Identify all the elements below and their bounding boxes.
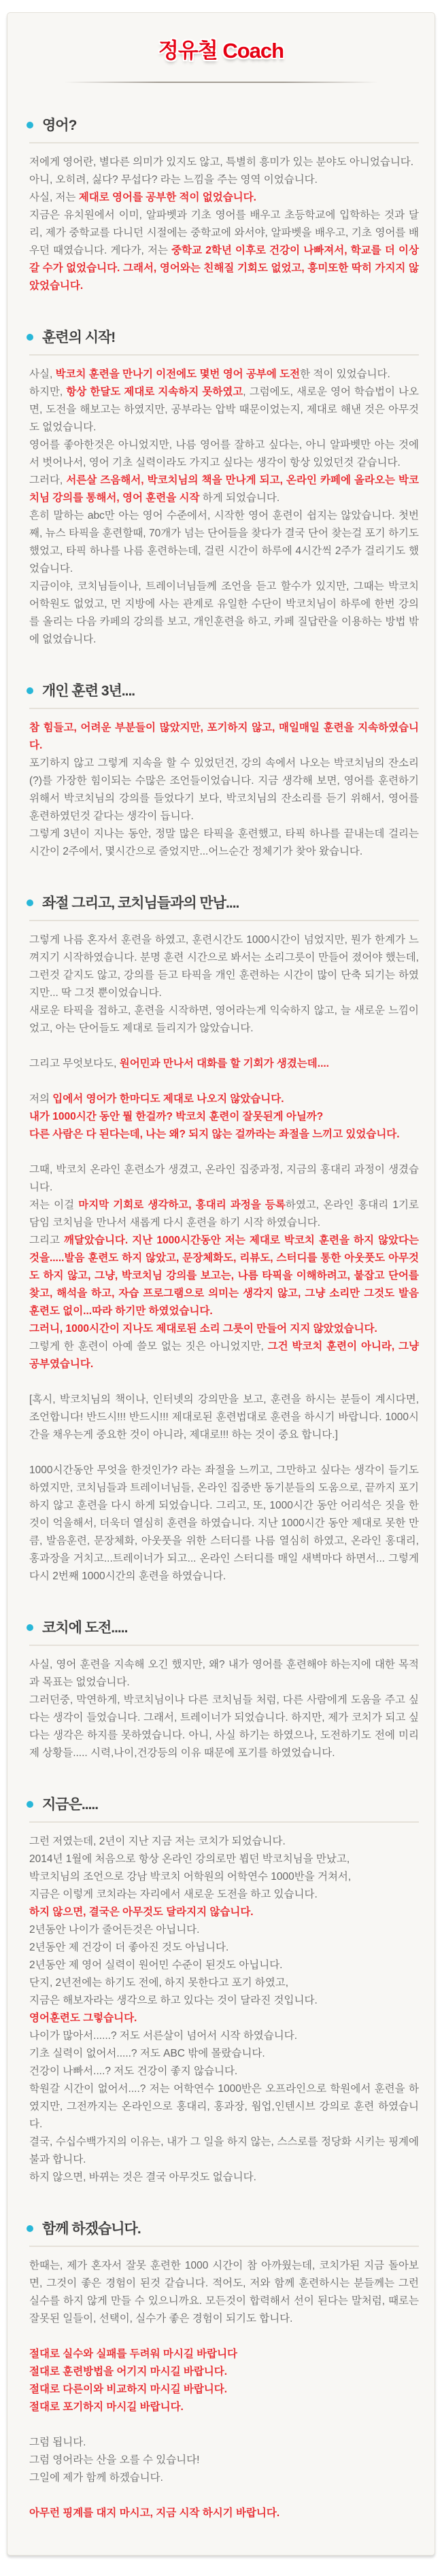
bullet-icon: [27, 1801, 33, 1808]
body-text: 나이가 많아서......? 저도 서른살이 넘어서 시작 하였습니다.: [29, 2030, 298, 2042]
paragraph-spacer: [29, 2487, 419, 2505]
coach-profile-card: [7, 12, 435, 2556]
content-section-3: [23, 680, 419, 861]
body-text: 지금은 이렇게 코치라는 자리에서 새로운 도전을 하고 있습니다.: [29, 1889, 318, 1900]
paragraph: [29, 366, 419, 383]
paragraph: [29, 825, 419, 861]
body-text: 1000시간동안 무엇을 한것인가? 라는 좌절을 느끼고, 그만하고 싶다는 생각이 들기도 하였지만, 코치님들과 트레이너님들, 온라인 집중반 동기분들의 도움으로, 끝까지 포기하지 않고 훈련을 다시 하게 되었습니다. 그리고, 또, 1000시간 동안 어리석은 짓을 한것이 억울해서, 더욱더 열심히 훈련을 하였습니다. 지난 1000시간 동안 제대로 못한 만큼, 발음훈련, 문장체화, 아웃풋을 위한 스터디를 나름 열심히 하였고, 온라인 홍대리, 홍과장을 거치고...트레이너가 되고... 온라인 스터디를 매일 새벽마다 하면서... 그렇게 다시 2번째 1000시간의 훈련을 하였습니다.: [29, 1464, 419, 1582]
paragraph-spacer: [29, 2416, 419, 2434]
paragraph: [29, 1957, 419, 1974]
content-section-2: [23, 326, 419, 649]
highlight-text: 절대로 훈련방법을 어기지 마시길 바랍니다.: [29, 2366, 228, 2377]
body-text: 건강이 나빠서....? 저도 건강이 좋지 않습니다.: [29, 2065, 238, 2077]
content-section-6: [23, 1793, 419, 2186]
body-text: 영어를 좋아한것은 아니었지만, 나름 영어를 잘하고 싶다는, 아니 알파벳만 아는 것에서 벗어나서, 영어 기초 실력이라도 가지고 싶다는 생각이 항상 있었던것 같습니다.: [29, 439, 419, 468]
body-text: 그럼 됩니다.: [29, 2437, 86, 2448]
paragraph: [29, 719, 419, 755]
paragraph: [29, 1886, 419, 1904]
paragraph: [29, 2133, 419, 2169]
paragraph-spacer: [29, 1144, 419, 1161]
body-text: , 그럼에도, 새로운 영어 학습법이 나오면, 도전을 해보고는 하였지만, 공부라는 압박 때문이었는지, 제대로 해낸 것은 아무것도 없었습니다.: [29, 386, 419, 433]
section-body: [29, 2257, 419, 2522]
bullet-icon: [27, 687, 33, 694]
section-divider: [29, 708, 419, 709]
paragraph: [29, 207, 419, 295]
paragraph: [29, 1320, 419, 1338]
highlight-text: 참 힘들고, 어려운 부분들이 많았지만, 포기하지 않고, 매일매일 훈련을 지속하였습니다.: [29, 722, 419, 751]
highlight-text: 내가 1000시간 동안 뭘 한걸까? 박코치 훈련이 잘못된게 아닐까?: [29, 1111, 324, 1122]
section-header: [23, 1617, 419, 1637]
body-text: 한때는, 제가 혼자서 잘못 훈련한 1000 시간이 참 아까웠는데, 코치가된 지금 돌아보면, 그것이 좋은 경험이 된것 같습니다. 적어도, 저와 함께 훈련하시는 분들께는 그런 실수를 하지 않게 만들 수 있으니까요. 모든것이 합력해서 선이 된다는 말처럼, 때로는 잘못된 일들이, 선택이, 실수가 좋은 경험이 되기도 합니다.: [29, 2260, 419, 2324]
body-text: 2014년 1월에 처음으로 항상 온라인 강의로만 뵙던 박코치님을 만났고,: [29, 1853, 350, 1865]
page-title: 정유철 Coach: [158, 39, 284, 63]
paragraph: [29, 1462, 419, 1585]
paragraph: [29, 1904, 419, 1921]
body-text: 사실, 영어 훈련을 지속해 오긴 했지만, 왜? 내가 영어를 훈련해야 하는지에 대한 목적과 목표는 없었습니다.: [29, 1659, 419, 1688]
highlight-text: 입에서 영어가 한마디도 제대로 나오지 않았습니다.: [52, 1093, 284, 1105]
content-section-7: [23, 2218, 419, 2522]
paragraph: [29, 189, 419, 207]
bullet-icon: [27, 1624, 33, 1631]
highlight-text: 절대로 포기하지 마시길 바랍니다.: [29, 2401, 184, 2413]
sections: [23, 114, 419, 2522]
paragraph-spacer: [29, 1444, 419, 1462]
body-text: 그때, 박코치 온라인 훈련소가 생겼고, 온라인 집중과정, 지금의 홍대리 과정이 생겼습니다.: [29, 1164, 419, 1193]
body-text: 새로운 타픽을 접하고, 훈련을 시작하면, 영어라는게 익숙하지 않고, 늘 새로운 느낌이었고, 아는 단어들도 제대로 들리지가 않았습니다.: [29, 1005, 419, 1034]
body-text: 그일에 제가 함께 하겠습니다.: [29, 2472, 163, 2484]
paragraph: [29, 1992, 419, 2010]
body-text: 지금은 유치원에서 이미, 알파벳과 기초 영어를 배우고 초등학교에 입학하는 것과 달리, 제가 중학교를 다니던 시절에는 중학교에 와서야, 알파벳을 배우고, 기초 영어를 배우던 때였습니다. 게다가, 저는: [29, 209, 419, 256]
highlight-text: 항상 한달도 제대로 지속하지 못하였고: [66, 386, 243, 398]
paragraph: [29, 436, 419, 472]
body-text: 저에게 영어란, 별다른 의미가 있지도 않고, 특별히 흥미가 있는 분야도 아니었습니다.: [29, 156, 414, 168]
section-title: 개인 훈련 3년....: [42, 683, 135, 699]
body-text: 그러다,: [29, 475, 67, 486]
paragraph: [29, 171, 419, 189]
section-body: [29, 931, 419, 1585]
body-text: 2년동안 제 영어 실력이 원어민 수준이 된것도 아닙니다.: [29, 1959, 283, 1971]
paragraph: [29, 2169, 419, 2186]
bullet-icon: [27, 122, 33, 128]
paragraph-spacer: [29, 1073, 419, 1090]
paragraph: [29, 1126, 419, 1144]
paragraph: [29, 2363, 419, 2381]
body-text: 2년동안 제 건강이 더 좋아진 것도 아닙니다.: [29, 1942, 229, 1953]
highlight-text: 마지막 기회로 생각하고, 홍대리 과정을 등록: [78, 1199, 286, 1211]
section-header: [23, 680, 419, 700]
paragraph: [29, 2469, 419, 2487]
content-section-4: [23, 892, 419, 1585]
section-header: [23, 892, 419, 912]
paragraph: [29, 1338, 419, 1373]
highlight-text: 중학교 2학년 이후로 건강이 나빠져서, 학교를 더 이상 갈 수가 없었습니다. 그래서, 영어와는 친해질 기회도 없었고, 흥미또한 딱히 가지지 않았었습니다.: [29, 245, 419, 292]
section-body: [29, 1833, 419, 2186]
body-text: 그런 저였는데, 2년이 지난 지금 저는 코치가 되었습니다.: [29, 1836, 286, 1847]
section-title: 좌절 그리고, 코치님들과의 만남....: [42, 895, 239, 911]
paragraph: [29, 472, 419, 507]
highlight-text: 하지 않으면, 결국은 아무것도 달라지지 않습니다.: [29, 1906, 254, 1918]
paragraph: [29, 2027, 419, 2045]
paragraph: [29, 1656, 419, 1691]
paragraph: [29, 1921, 419, 1939]
paragraph: [29, 2505, 419, 2522]
section-header: [23, 1793, 419, 1814]
section-title: 함께 하겠습니다.: [42, 2221, 141, 2237]
body-text: 그렇게 3년이 지나는 동안, 정말 많은 타픽을 훈련했고, 타픽 하나를 끝내는데 걸리는 시간이 2주에서, 몇시간으로 줄었지만...어느순간 정체기가 찾아 왔습니다.: [29, 828, 419, 857]
highlight-text: 절대로 실수와 실패를 두려워 마시길 바랍니다: [29, 2348, 238, 2360]
section-header: [23, 2218, 419, 2238]
paragraph: [29, 1197, 419, 1232]
body-text: 학원갈 시간이 없어서....? 저는 어학연수 1000반은 오프라인으로 학원에서 훈련을 하였지만, 그전까지는 온라인으로 홍대리, 홍과장, 웜업,인텐시브 강의로 훈련 하였습니다.: [29, 2083, 419, 2130]
paragraph: [29, 755, 419, 825]
body-text: 사실, 저는: [29, 192, 79, 203]
highlight-text: 원어민과 만나서 대화를 할 기회가 생겼는데....: [119, 1058, 329, 1069]
body-text: 지금이야, 코치님들이나, 트레이너님들께 조언을 듣고 할수가 있지만, 그때는 박코치 어학원도 없었고, 먼 지방에 사는 관계로 유일한 수단이 박코치님이 하루에 한번 강의를 올리는 다음 카페의 강의를 보고, 개인훈련을 하고, 카페 질답란을 이용하는 방법 밖에 없었습니다.: [29, 581, 419, 645]
paragraph: [29, 1691, 419, 1762]
section-body: [29, 154, 419, 295]
body-text: 하였고, 온라인 홍대리 1기로 담임 코치님을 만나서 새롭게 다시 훈련을 하기 시작 하였습니다.: [29, 1199, 419, 1229]
paragraph: [29, 1161, 419, 1197]
paragraph: [29, 1868, 419, 1886]
body-text: 하게 되었습니다.: [199, 492, 280, 504]
section-divider: [29, 142, 419, 143]
paragraph: [29, 1055, 419, 1073]
highlight-text: 박코치 훈련을 만나기 이전에도 몇번 영어 공부에 도전: [55, 368, 301, 380]
paragraph: [29, 2346, 419, 2363]
body-text: 2년동안 나이가 줄어든것은 아닙니다.: [29, 1924, 200, 1936]
section-header: [23, 114, 419, 135]
body-text: 그렇게 나름 혼자서 훈련을 하였고, 훈련시간도 1000시간이 넘었지만, 뭔가 한계가 느껴지기 시작하였습니다. 분명 훈련 시간으로 봐서는 소리그릇이 만들어 졌어야 했는데, 그런것 같지도 않고, 강의를 듣고 타픽을 개인 훈련하는 시간이 많이 단축 되기는 하였지만... 딱 그것 뿐이었습니다.: [29, 934, 419, 999]
body-text: 저의: [29, 1093, 53, 1105]
paragraph: [29, 2063, 419, 2080]
paragraph: [29, 578, 419, 649]
paragraph: [29, 383, 419, 436]
section-title: 코치에 도전.....: [42, 1620, 128, 1636]
highlight-text: 서른살 즈음해서, 박코치님의 책을 만나게 되고, 온라인 카페에 올라오는 박코치님 강의를 통해서, 영어 훈련을 시작: [29, 475, 419, 504]
paragraph: [29, 1391, 419, 1444]
section-title: 영어?: [42, 118, 77, 133]
body-text: 흔히 말하는 abc만 아는 영어 수준에서, 시작한 영어 훈련이 쉽지는 않았습니다. 첫번째, 뉴스 타픽을 훈련할때, 70개가 넘는 단어들을 찾다가 결국 단어 찾는걸 포기 하기도 했었고, 타픽 하나를 나름 훈련하는데, 걸린 시간이 하루에 4시간씩 2주가 걸리기도 했었습니다.: [29, 510, 419, 574]
body-text: 저는 이걸: [29, 1199, 79, 1211]
body-text: 그렇게 한 훈련이 아예 쓸모 없는 짓은 아니었지만,: [29, 1341, 268, 1352]
paragraph: [29, 1108, 419, 1126]
paragraph: [29, 2045, 419, 2063]
section-divider: [29, 1821, 419, 1823]
content-section-1: [23, 114, 419, 295]
body-text: 단지, 2년전에는 하기도 전에, 하지 못한다고 포기 하였고,: [29, 1977, 289, 1989]
body-text: 결국, 수십수백가지의 이유는, 내가 그 일을 하지 않는, 스스로를 정당화 시키는 핑계에 불과 합니다.: [29, 2136, 419, 2165]
section-divider: [29, 1645, 419, 1646]
paragraph: [29, 2010, 419, 2027]
section-body: [29, 366, 419, 649]
body-text: 아니, 오히려, 싫다? 무섭다? 라는 느낌을 주는 영역 이었습니다.: [29, 174, 318, 186]
section-title: 훈련의 시작!: [42, 330, 116, 345]
body-text: 포기하지 않고 그렇게 지속을 할 수 있었던건, 강의 속에서 나오는 박코치님의 잔소리(?)를 가장한 힘이되는 수많은 조언들이었습니다. 지금 생각해 보면, 영어를 훈련하기 위해서 박코치님의 강의를 들었다기 보다, 박코치님의 잔소리를 듣기 위해서, 영어를 훈련하였던것 같다는 생각이 듭니다.: [29, 757, 419, 822]
bullet-icon: [27, 899, 33, 906]
section-divider: [29, 920, 419, 921]
section-divider: [29, 354, 419, 356]
paragraph: [29, 507, 419, 578]
section-body: [29, 719, 419, 861]
paragraph: [29, 1232, 419, 1320]
paragraph: [29, 1974, 419, 1992]
body-text: 사실,: [29, 368, 56, 380]
highlight-text: 그건 박코치 훈련이 아니라, 그냥 공부였습니다.: [29, 1341, 419, 1370]
highlight-text: 아무런 핑계를 대지 마시고, 지금 시작 하시기 바랍니다.: [29, 2507, 280, 2519]
highlight-text: 그러니, 1000시간이 지나도 제대로된 소리 그릇이 만들어 지지 않았었습니다.: [29, 1323, 377, 1335]
paragraph: [29, 2399, 419, 2416]
paragraph: [29, 1002, 419, 1037]
paragraph: [29, 2381, 419, 2399]
body-text: [혹시, 박코치님의 책이나, 인터넷의 강의만을 보고, 훈련을 하시는 분들이 계시다면, 조언합니다! 반드시!!! 반드시!!! 제대로된 훈련법대로 훈련을 하시기 바랍니다. 1000시간을 채우는게 중요한 것이 아니라, 제대로!!! 하는 것이 중요 합니다.]: [29, 1394, 419, 1441]
highlight-text: 깨달았습니다. 지난 1000시간동안 저는 제대로 박코치 훈련을 하지 않았다는 것을.....발음 훈련도 하지 않았고, 문장체화도, 리뷰도, 스터디를 통한 아웃풋도 아무것도 하지 않고, 그냥, 박코치님 강의를 보고는, 나름 타픽을 이해하려고, 붙잡고 단어를 찾고, 해석을 하고, 자습 프로그램으로 의미는 생각지 않고, 그냥 소리만 그것도 발음 훈련도 없이...따라 하기만 하였었습니다.: [29, 1235, 419, 1317]
paragraph: [29, 2080, 419, 2133]
section-body: [29, 1656, 419, 1762]
paragraph-spacer: [29, 2328, 419, 2346]
header-divider: [64, 82, 378, 83]
highlight-text: 다른 사람은 다 된다는데, 나는 왜? 되지 않는 걸까라는 좌절을 느끼고 있었습니다.: [29, 1129, 400, 1140]
paragraph: [29, 2434, 419, 2452]
body-text: 하지 않으면, 바뀌는 것은 결국 아무것도 없습니다.: [29, 2171, 256, 2183]
body-text: 그러던중, 막연하게, 박코치님이나 다른 코치님들 처럼, 다른 사람에게 도움을 주고 싶다는 생각이 들었습니다. 그래서, 트레이너가 되었습니다. 하지만, 제가 코치가 되고 싶다는 생각은 하지를 못하였습니다. 아니, 사실 하기는 하였으나, 도전하기도 전에 미리 제 상황들..... 시력,나이,건강등의 이유 때문에 포기를 하였었습니다.: [29, 1694, 419, 1759]
paragraph-spacer: [29, 1037, 419, 1055]
section-header: [23, 326, 419, 347]
body-text: 지금은 해보자라는 생각으로 하고 있다는 것이 달라진 것입니다.: [29, 1995, 318, 2006]
content-section-5: [23, 1617, 419, 1762]
body-text: 그리고: [29, 1235, 65, 1246]
paragraph: [29, 2257, 419, 2328]
body-text: 한 적이 있었습니다.: [300, 368, 390, 380]
body-text: 기초 실력이 없어서.....? 저도 ABC 밖에 몰랐습니다.: [29, 2048, 265, 2059]
paragraph: [29, 2452, 419, 2469]
body-text: 그리고 무엇보다도,: [29, 1058, 120, 1069]
paragraph: [29, 1851, 419, 1868]
highlight-text: 절대로 다른이와 비교하지 마시길 바랍니다.: [29, 2384, 228, 2395]
section-divider: [29, 2246, 419, 2247]
paragraph: [29, 1833, 419, 1851]
highlight-text: 영어훈련도 그렇습니다.: [29, 2012, 137, 2024]
highlight-text: 제대로 영어를 공부한 적이 없었습니다.: [78, 192, 256, 203]
bullet-icon: [27, 2225, 33, 2232]
paragraph-spacer: [29, 1373, 419, 1391]
body-text: 하지만,: [29, 386, 67, 398]
paragraph: [29, 1939, 419, 1957]
body-text: 그럼 영어라는 산을 오를 수 있습니다!: [29, 2454, 200, 2466]
paragraph: [29, 931, 419, 1002]
bullet-icon: [27, 334, 33, 341]
paragraph: [29, 1090, 419, 1108]
body-text: 박코치님의 조언으로 강남 박코치 어학원의 어학연수 1000반을 거쳐서,: [29, 1871, 352, 1883]
section-title: 지금은.....: [42, 1797, 99, 1813]
paragraph: [29, 154, 419, 171]
